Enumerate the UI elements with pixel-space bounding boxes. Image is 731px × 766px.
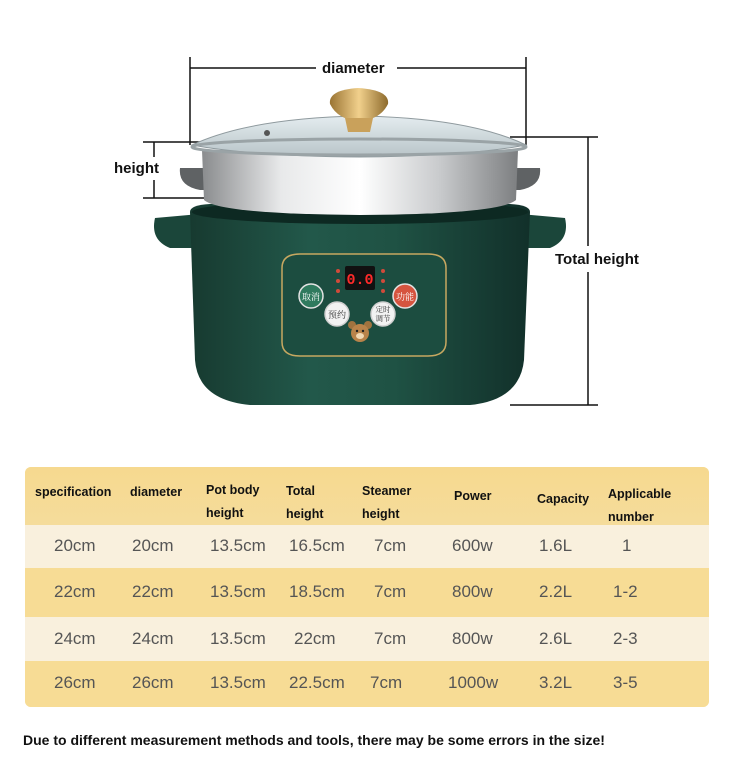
svg-text:预约: 预约 [327, 311, 347, 321]
cell-power: 800w [452, 582, 493, 601]
svg-text:调节: 调节 [375, 314, 391, 323]
cell-total-height: 22.5cm [289, 673, 345, 692]
total-height-label: Total height [555, 251, 639, 268]
svg-text:定时: 定时 [375, 305, 391, 314]
cell-applicable-number: 1 [622, 536, 632, 555]
header-diameter: diameter [130, 485, 183, 499]
cell-pot-body-height: 13.5cm [210, 673, 266, 692]
cell-steamer-height: 7cm [374, 582, 407, 601]
cell-specification: 20cm [54, 536, 96, 555]
table-row [25, 525, 709, 568]
cell-diameter: 26cm [132, 673, 174, 692]
cell-total-height: 16.5cm [289, 536, 345, 555]
cell-capacity: 2.6L [539, 629, 573, 648]
table-row [25, 568, 709, 617]
cell-applicable-number: 2-3 [613, 629, 638, 648]
lid-knob [330, 88, 388, 121]
reserve-button[interactable] [325, 302, 349, 326]
steamer-basket [202, 150, 518, 215]
cell-diameter: 20cm [132, 536, 174, 555]
header-steamer-height: Steamer height [362, 484, 412, 521]
display-readout: 0.0 [346, 272, 374, 289]
cell-capacity: 1.6L [539, 536, 573, 555]
cell-specification: 24cm [54, 629, 96, 648]
cell-total-height: 18.5cm [289, 582, 345, 601]
table-header-row [25, 467, 709, 525]
cell-power: 800w [452, 629, 493, 648]
cell-capacity: 2.2L [539, 582, 573, 601]
cell-pot-body-height: 13.5cm [210, 536, 266, 555]
header-applicable-number: Applicable number [608, 487, 672, 524]
svg-text:功能: 功能 [395, 293, 415, 303]
header-power: Power [454, 489, 492, 503]
cell-pot-body-height: 13.5cm [210, 629, 266, 648]
diameter-label: diameter [322, 60, 385, 77]
size-disclaimer: Due to different measurement methods and tools, there may be some errors in the size! [23, 732, 605, 748]
cell-power: 600w [452, 536, 493, 555]
timer-button[interactable] [371, 302, 395, 326]
spec-table [25, 467, 709, 707]
cancel-button[interactable] [299, 284, 323, 308]
svg-text:取消: 取消 [301, 293, 321, 303]
header-total-height: Total height [286, 484, 324, 521]
cell-total-height: 22cm [294, 629, 336, 648]
cell-power: 1000w [448, 673, 499, 692]
header-capacity: Capacity [537, 492, 590, 506]
height-label: height [114, 160, 159, 177]
cell-diameter: 24cm [132, 629, 174, 648]
header-pot-body-height: Pot body height [206, 483, 260, 520]
cell-pot-body-height: 13.5cm [210, 582, 266, 601]
cell-specification: 22cm [54, 582, 96, 601]
cell-steamer-height: 7cm [374, 536, 407, 555]
cell-applicable-number: 1-2 [613, 582, 638, 601]
header-specification: specification [35, 485, 112, 499]
steam-vent [264, 130, 270, 136]
cell-applicable-number: 3-5 [613, 673, 638, 692]
cell-specification: 26cm [54, 673, 96, 692]
cell-steamer-height: 7cm [374, 629, 407, 648]
cell-steamer-height: 7cm [370, 673, 403, 692]
table-row [25, 617, 709, 661]
table-row [25, 661, 709, 707]
cell-capacity: 3.2L [539, 673, 573, 692]
cell-diameter: 22cm [132, 582, 174, 601]
knob-stem [345, 118, 373, 132]
function-button[interactable] [393, 284, 417, 308]
